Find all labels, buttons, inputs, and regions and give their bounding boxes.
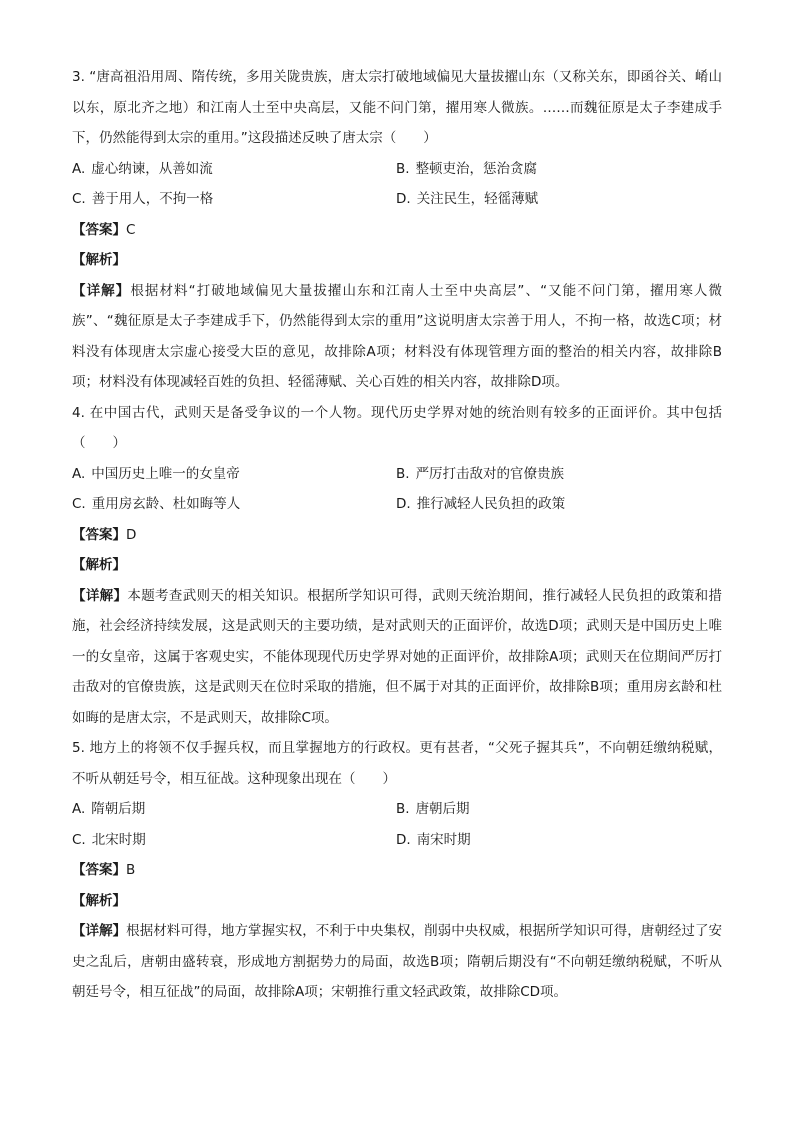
detail-text: 根据材料“打破地域偏见大量拔擢山东和江南人士至中央高层”、“又能不问门第，擢用寒人微族”、“魏征原是太子李建成手下，仍然能得到太宗的重用”这说明唐太宗善于用人，不拘一格，故选C项；材料没有体现唐太宗虚心接受大臣的意见，故排除A项；材料没有体现管理方面的整治的相关内容，故排除B项；材料没有体现减轻百姓的负担、轻徭薄赋、关心百姓的相关内容，故排除D项。 [72,282,722,390]
option-letter: D. [396,191,411,207]
analysis-line [72,886,722,917]
option-letter: D. [396,496,411,512]
detail-text: 根据材料可得，地方掌握实权，不利于中央集权，削弱中央权威，根据所学知识可得，唐朝经过了安史之乱后，唐朝由盛转衰，形成地方割据势力的局面，故选B项；隋朝后期没有“不向朝廷缴纳税赋，不听从朝廷号令，相互征战”的局面，故排除A项；宋朝推行重文轻武政策，故排除CD项。 [72,923,723,1000]
detail-label: 【详解】 [72,282,131,299]
option-text: 整顿吏治，惩治贪腐 [415,160,538,177]
answer-value: C [126,221,136,238]
answer-option [396,794,722,825]
option-text: 关注民生，轻徭薄赋 [416,191,539,207]
analysis-label: 【解析】 [72,557,126,573]
detail-paragraph [72,581,722,734]
option-text: 北宋时期 [91,831,146,848]
answer-label: 【答案】 [72,862,126,878]
option-grid [72,154,722,215]
detail-text: 本题考查武则天的相关知识。根据所学知识可得，武则天统治期间，推行减轻人民负担的政策和措施，社会经济持续发展，这是武则天的主要功绩，是对武则天的正面评价，故选D项；武则天是中国历史上唯一的女皇帝，这属于客观史实，不能体现现代历史学界对她的正面评价，故排除A项；武则天在位期间严厉打击敌对的官僚贵族，这是武则天在位时采取的措施，但不属于对其的正面评价，故排除B项；重用房玄龄和杜如晦的是唐太宗，不是武则天，故排除C项。 [72,587,723,726]
question-list [72,62,722,1008]
option-text: 隋朝后期 [91,801,146,817]
option-letter: A. [72,160,86,177]
answer-line [72,520,722,551]
question-stem [72,62,722,154]
option-text: 重用房玄龄、杜如晦等人 [91,496,241,512]
question-stem-text: “唐高祖沿用周、隋传统，多用关陇贵族，唐太宗打破地域偏见大量拔擢山东（又称关东，即函谷关、崤山以东，原北齐之地）和江南人士至中央高层，又能不问门第，擢用寒人微族。……而魏征原是太子李建成手下，仍然能得到太宗的重用。”这段描述反映了唐太宗（ ） [72,69,722,146]
answer-option [396,489,722,520]
option-text: 中国历史上唯一的女皇帝 [91,465,240,482]
option-letter: C. [72,496,86,512]
answer-option [72,794,396,825]
question-block [72,398,722,734]
analysis-label: 【解析】 [72,892,126,909]
option-text: 善于用人，不拘一格 [91,191,214,207]
answer-option [396,825,722,856]
detail-label: 【详解】 [72,587,128,604]
question-stem [72,398,722,459]
option-letter: C. [72,831,86,848]
question-number: 5. [72,740,85,756]
option-letter: C. [72,191,86,207]
answer-option [72,184,396,215]
answer-option [396,154,722,185]
question-block [72,62,722,398]
answer-option [72,459,396,490]
option-letter: D. [396,831,411,848]
answer-value: D [126,526,137,543]
question-stem-text: 在中国古代，武则天是备受争议的一个人物。现代历史学界对她的统治则有较多的正面评价。其中包括（ ） [72,404,722,451]
option-letter: B. [396,465,410,482]
answer-line [72,855,722,886]
option-text: 唐朝后期 [415,801,470,817]
option-grid [72,794,722,855]
answer-line [72,215,722,246]
question-stem-text: 地方上的将领不仅手握兵权，而且掌握地方的行政权。更有甚者，“父死子握其兵”，不向朝廷缴纳税赋，不听从朝廷号令，相互征战。这种现象出现在（ ） [72,740,722,787]
detail-label: 【详解】 [72,923,127,939]
question-number: 4. [72,404,85,421]
answer-option [72,825,396,856]
question-stem [72,733,722,794]
option-letter: A. [72,801,86,817]
question-number: 3. [72,69,85,85]
analysis-line [72,550,722,581]
option-text: 严厉打击敌对的官僚贵族 [415,465,565,482]
option-letter: A. [72,465,86,482]
detail-paragraph [72,276,722,398]
answer-option [72,154,396,185]
analysis-label: 【解析】 [72,252,126,268]
option-text: 南宋时期 [416,831,471,848]
option-grid [72,459,722,520]
detail-paragraph [72,916,722,1008]
answer-value: B [126,862,136,878]
analysis-line [72,245,722,276]
answer-label: 【答案】 [72,526,126,543]
option-letter: B. [396,160,410,177]
answer-option [396,184,722,215]
answer-option [72,489,396,520]
option-text: 推行减轻人民负担的政策 [416,496,566,512]
option-text: 虚心纳谏，从善如流 [91,160,213,177]
option-letter: B. [396,801,410,817]
answer-option [396,459,722,490]
question-block [72,733,722,1008]
answer-label: 【答案】 [72,221,126,238]
